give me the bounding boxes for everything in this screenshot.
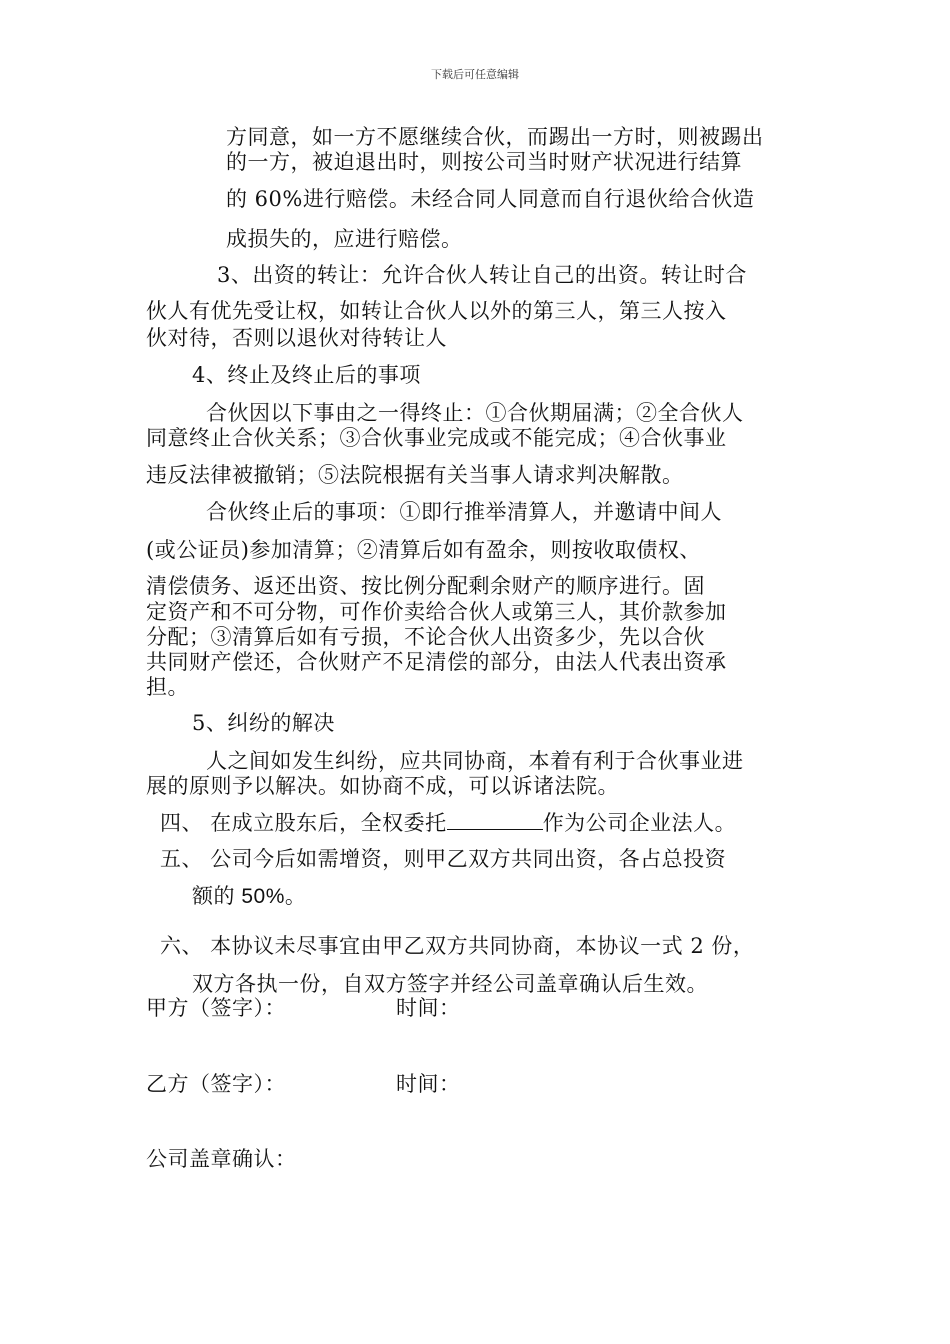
- section-heading: 5、纠纷的解决: [192, 711, 335, 735]
- page-header: 下载后可任意编辑: [431, 68, 519, 81]
- paragraph-line: 伙对待，否则以退伙对待转让人: [146, 326, 447, 350]
- appointee-blank: [447, 809, 543, 830]
- paragraph-line: 方同意，如一方不愿继续合伙，而踢出一方时，则被踢出: [226, 125, 764, 149]
- section-heading: 4、终止及终止后的事项: [192, 363, 421, 387]
- paragraph-line: 伙人有优先受让权，如转让合伙人以外的第三人，第三人按入: [146, 299, 727, 323]
- paragraph-line: 担。: [146, 675, 189, 699]
- clause-four-prefix: 四、 在成立股东后，全权委托: [160, 811, 447, 835]
- paragraph-line: 展的原则予以解决。如协商不成，可以诉诸法院。: [146, 774, 619, 798]
- clause-five-line: 额的 50%。: [192, 885, 307, 908]
- paragraph-line: 违反法律被撤销；⑤法院根据有关当事人请求判决解散。: [146, 463, 684, 487]
- party-a-time-label: 时间：: [396, 996, 461, 1020]
- party-b-signature-label: 乙方（签字）：: [146, 1072, 286, 1096]
- paragraph-line: 分配；③清算后如有亏损，不论合伙人出资多少，先以合伙: [146, 625, 705, 649]
- paragraph-line: 合伙终止后的事项：①即行推举清算人，并邀请中间人: [206, 500, 722, 524]
- party-a-signature-label: 甲方（签字）：: [146, 996, 286, 1020]
- paragraph-line: 的 60%进行赔偿。未经合同人同意而自行退伙给合伙造: [226, 187, 755, 211]
- clause-six-line: 双方各执一份，自双方签字并经公司盖章确认后生效。: [192, 972, 708, 996]
- paragraph-line: 同意终止合伙关系；③合伙事业完成或不能完成；④合伙事业: [146, 426, 727, 450]
- paragraph-line: 共同财产偿还，合伙财产不足清偿的部分，由法人代表出资承: [146, 650, 727, 674]
- paragraph-line: 清偿债务、返还出资、按比例分配剩余财产的顺序进行。固: [146, 574, 705, 598]
- paragraph-line: 成损失的，应进行赔偿。: [226, 227, 463, 251]
- clause-six-line: 六、 本协议未尽事宜由甲乙双方共同协商，本协议一式 2 份，: [160, 934, 755, 958]
- paragraph-line: (或公证员)参加清算；②清算后如有盈余，则按收取债权、: [146, 538, 701, 562]
- clause-four: [160, 809, 736, 836]
- paragraph-line: 人之间如发生纠纷，应共同协商，本着有利于合伙事业进: [206, 749, 744, 773]
- company-seal-label: 公司盖章确认：: [146, 1147, 297, 1171]
- paragraph-line: 定资产和不可分物，可作价卖给合伙人或第三人，其价款参加: [146, 600, 727, 624]
- clause-four-suffix: 作为公司企业法人。: [542, 811, 737, 835]
- paragraph-line: 的一方，被迫退出时，则按公司当时财产状况进行结算: [226, 150, 742, 174]
- section-heading: 3、出资的转让：允许合伙人转让自己的出资。转让时合: [217, 263, 747, 287]
- party-b-time-label: 时间：: [396, 1072, 461, 1096]
- paragraph-line: 合伙因以下事由之一得终止：①合伙期届满；②全合伙人: [206, 401, 744, 425]
- clause-five-line: 五、 公司今后如需增资，则甲乙双方共同出资，各占总投资: [160, 847, 727, 871]
